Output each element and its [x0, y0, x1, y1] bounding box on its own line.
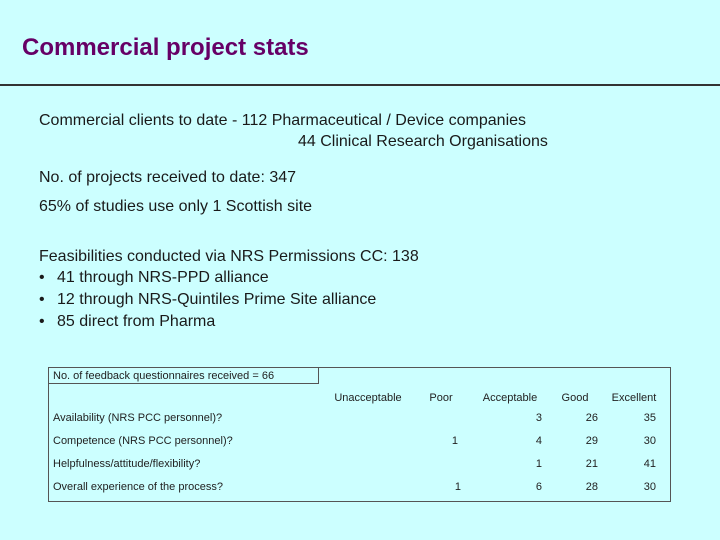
list-item	[39, 313, 215, 331]
table-cell: 6	[535, 481, 542, 493]
list-item-label: 12 through NRS-Quintiles Prime Site alliance	[57, 291, 377, 308]
table-row-label: Competence (NRS PCC personnel)?	[53, 435, 233, 447]
page-title: Commercial project stats	[22, 34, 309, 61]
column-header-poor: Poor	[429, 392, 453, 404]
bullet-icon: •	[39, 291, 45, 308]
table-cell: 28	[585, 481, 598, 493]
table-cell: 21	[585, 458, 598, 470]
table-cell: 4	[535, 435, 542, 447]
table-cell: 30	[643, 435, 656, 447]
title-divider	[0, 84, 720, 86]
feasibilities-count: Feasibilities conducted via NRS Permissions CC: 138	[39, 248, 419, 265]
projects-count: No. of projects received to date: 347	[39, 169, 297, 186]
table-row-label: Availability (NRS PCC personnel)?	[53, 412, 223, 424]
column-header-excellent: Excellent	[611, 392, 657, 404]
scottish-site-stat: 65% of studies use only 1 Scottish site	[39, 198, 313, 215]
column-header-acceptable: Acceptable	[482, 392, 538, 404]
table-cell: 3	[535, 412, 542, 424]
column-header-unacceptable: Unacceptable	[334, 392, 402, 404]
table-cell: 41	[643, 458, 656, 470]
list-item-label: 85 direct from Pharma	[57, 313, 216, 330]
table-cell: 35	[643, 412, 656, 424]
table-cell: 29	[585, 435, 598, 447]
table-cell: 1	[535, 458, 542, 470]
table-row-label: Overall experience of the process?	[53, 481, 223, 493]
bullet-icon: •	[39, 313, 45, 330]
table-header: No. of feedback questionnaires received = 66	[49, 368, 319, 384]
list-item-label: 41 through NRS-PPD alliance	[57, 269, 269, 286]
list-item	[39, 291, 376, 309]
list-item	[39, 269, 269, 287]
table-cell: 30	[643, 481, 656, 493]
feedback-table	[48, 367, 671, 502]
column-header-good: Good	[561, 392, 589, 404]
clients-line-1: Commercial clients to date - 112 Pharmaceutical / Device companies	[39, 112, 527, 129]
table-cell: 1	[451, 435, 458, 447]
table-cell: 1	[454, 481, 461, 493]
table-row-label: Helpfulness/attitude/flexibility?	[53, 458, 201, 470]
table-cell: 26	[585, 412, 598, 424]
bullet-icon: •	[39, 269, 45, 286]
clients-line-2: 44 Clinical Research Organisations	[298, 133, 548, 150]
